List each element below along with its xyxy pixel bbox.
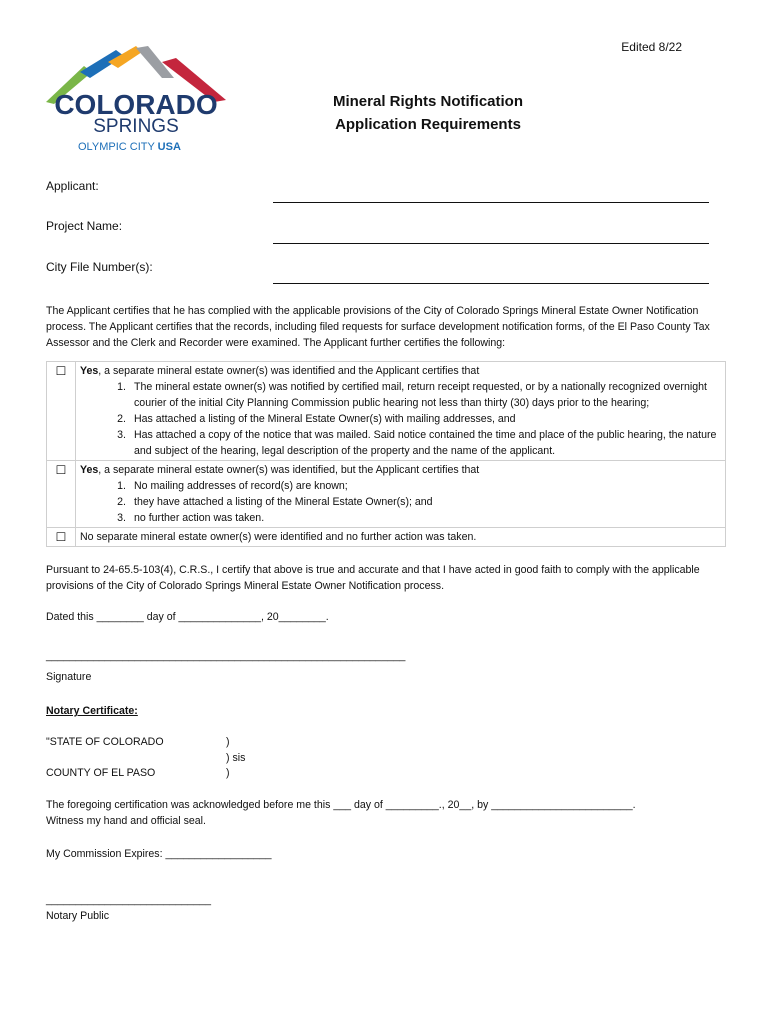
title-line2: Application Requirements <box>335 116 521 133</box>
applicant-field[interactable] <box>273 201 709 203</box>
notary-heading: Notary Certificate: <box>46 705 138 717</box>
county-label: COUNTY OF EL PASO <box>46 767 156 779</box>
logo-colorado: COLORADO <box>54 89 218 120</box>
state-label: "STATE OF COLORADO <box>46 736 164 748</box>
option2-yes: Yes <box>80 464 99 476</box>
commission-line[interactable]: My Commission Expires: __________________ <box>46 848 272 860</box>
list-item: 2. Has attached a listing of the Mineral Estate Owner(s) with mailing addresses, and <box>117 413 516 425</box>
city-file-field[interactable] <box>273 282 709 284</box>
options-table <box>46 361 726 547</box>
applicant-label: Applicant: <box>46 179 99 193</box>
certification-paragraph: The Applicant certifies that he has complied with the applicable provisions of the City of Colorado Springs Mineral Estate Owner Notification process. The Applicant certifies that the records, including filed requests for surface development notification forms, of the El Paso County Tax Assessor and the Clerk and Recorder were examined. The Applicant further certifies the following: <box>46 305 710 349</box>
option2-checkbox[interactable]: ☐ <box>47 461 76 528</box>
page-title <box>300 90 556 136</box>
project-name-field[interactable] <box>273 242 709 244</box>
option1-checkbox[interactable]: ☐ <box>47 362 76 461</box>
pursuant-paragraph: Pursuant to 24-65.5-103(4), C.R.S., I certify that above is true and accurate and that I have acted in good faith to comply with the applicable provisions of the City of Colorado Springs Mineral Estate Owner Notification process. <box>46 564 700 592</box>
paren-1: ) <box>226 736 230 748</box>
mountain-logo-icon <box>44 44 230 156</box>
list-item: 2. they have attached a listing of the Mineral Estate Owner(s); and <box>117 496 433 508</box>
option1-content <box>76 362 726 461</box>
notary-signature-line[interactable]: ____________________________ <box>46 894 211 906</box>
title-line1: Mineral Rights Notification <box>332 93 523 110</box>
option1-text: , a separate mineral estate owner(s) was identified and the Applicant certifies that <box>98 365 480 377</box>
logo-olympic-city: OLYMPIC CITY USA <box>78 141 181 153</box>
signature-line[interactable]: _____________________________________________________________ <box>46 650 406 662</box>
option-row-3 <box>47 528 726 547</box>
list-item: 3. no further action was taken. <box>117 512 265 524</box>
edited-date: Edited 8/22 <box>621 40 682 54</box>
option3-checkbox[interactable]: ☐ <box>47 528 76 547</box>
notary-public-label: Notary Public <box>46 910 109 922</box>
city-file-label: City File Number(s): <box>46 260 153 274</box>
option1-yes: Yes <box>80 365 99 377</box>
foregoing-line[interactable]: The foregoing certification was acknowledged before me this ___ day of _________., 20__, by ________________________. <box>46 799 636 811</box>
project-name-label: Project Name: <box>46 219 123 233</box>
option3-text: No separate mineral estate owner(s) were identified and no further action was taken. <box>76 528 726 547</box>
colorado-springs-logo <box>44 44 230 156</box>
signature-label: Signature <box>46 671 92 683</box>
list-item: 1. No mailing addresses of record(s) are known; <box>117 480 348 492</box>
list-item: 1. The mineral estate owner(s) was notified by certified mail, return receipt requested, or by a nationally recognized overnight courier of the initial City Planning Commission public hearing not less than thirty (30) days prior to the hearing; <box>117 381 707 409</box>
option-row-2 <box>47 461 726 528</box>
dated-line[interactable]: Dated this ________ day of ______________, 20________. <box>46 611 329 623</box>
option2-content <box>76 461 726 528</box>
witness-line: Witness my hand and official seal. <box>46 815 206 827</box>
option-row-1 <box>47 362 726 461</box>
paren-2: ) sis <box>226 752 246 764</box>
logo-springs: SPRINGS <box>93 116 179 137</box>
option2-text: , a separate mineral estate owner(s) was identified, but the Applicant certifies that <box>98 464 480 476</box>
paren-3: ) <box>226 767 230 779</box>
list-item: 3. Has attached a copy of the notice that was mailed. Said notice contained the time and place of the public hearing, the nature and subject of the hearing, legal description of the property and the name of the applicant. <box>117 429 717 457</box>
